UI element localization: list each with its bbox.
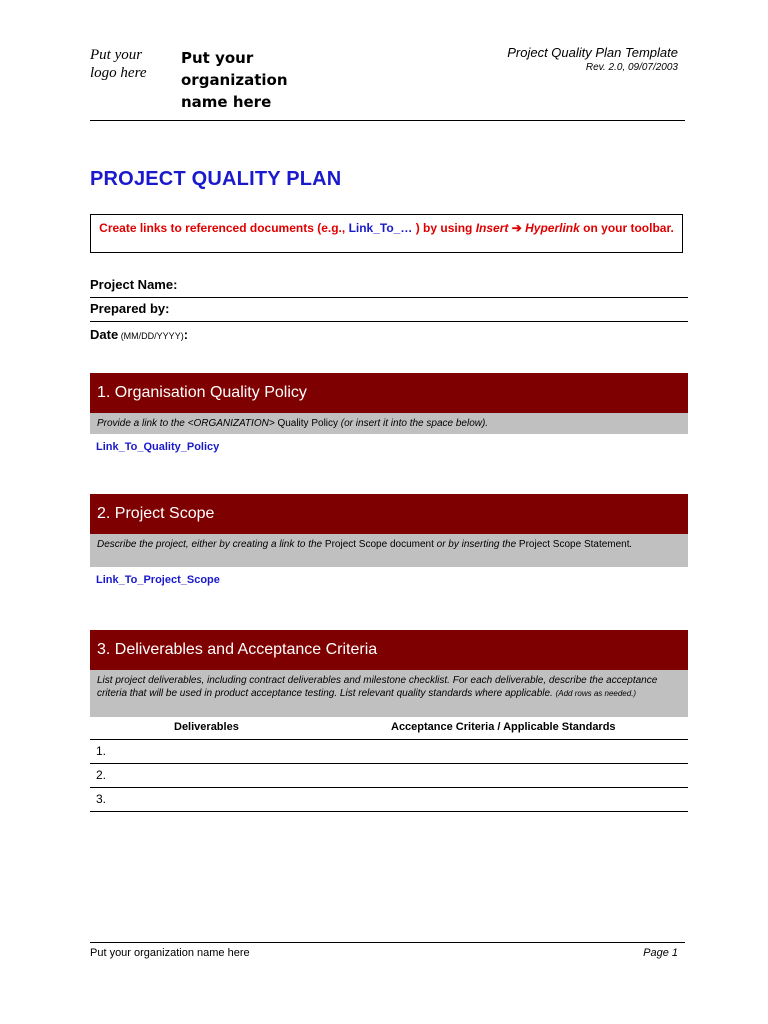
project-name-label: Project Name: bbox=[90, 277, 178, 292]
date-label: Date bbox=[90, 327, 119, 342]
header-divider bbox=[90, 120, 685, 121]
prepared-by-field[interactable] bbox=[90, 297, 688, 322]
section-2-desc-e: . bbox=[629, 539, 633, 550]
section-3-heading: 3. Deliverables and Acceptance Criteria bbox=[90, 630, 688, 670]
table-row[interactable]: 2. bbox=[90, 764, 688, 788]
date-format: (MM/DD/YYYY) bbox=[118, 331, 184, 341]
project-name-field[interactable] bbox=[90, 273, 688, 298]
deliverables-table bbox=[90, 717, 688, 812]
column-header-deliverables: Deliverables bbox=[174, 721, 239, 733]
column-header-acceptance-criteria: Acceptance Criteria / Applicable Standards bbox=[391, 721, 616, 733]
logo-placeholder: Put your logo here bbox=[90, 47, 147, 81]
section-3-description bbox=[90, 670, 688, 717]
section-2-desc-d: Project Scope Statement bbox=[518, 539, 630, 550]
section-2-heading: 2. Project Scope bbox=[90, 494, 688, 534]
template-revision: Rev. 2.0, 09/07/2003 bbox=[585, 62, 678, 73]
template-title: Project Quality Plan Template bbox=[507, 45, 678, 60]
template-info bbox=[507, 45, 678, 74]
footer-organization-name: Put your organization name here bbox=[90, 947, 250, 959]
date-field[interactable] bbox=[90, 323, 688, 347]
section-2-desc-a: Describe the project, either by creating a link to the bbox=[97, 539, 325, 550]
section-3-desc-a: List project deliverables, including contract deliverables and milestone checklist. For each deliverable, describe the acceptance criteria that will be used in product acceptance testing. List relevant quality standards where applicable. bbox=[97, 675, 658, 699]
quality-policy-link[interactable]: Link_To_Quality_Policy bbox=[96, 441, 220, 453]
footer-divider bbox=[90, 942, 685, 943]
table-row[interactable]: 1. bbox=[90, 740, 688, 764]
section-1-description bbox=[90, 413, 688, 434]
section-1-desc-c: (or insert it into the space below). bbox=[338, 418, 489, 429]
note-insert: Insert bbox=[475, 221, 509, 235]
note-hyperlink: Hyperlink bbox=[525, 221, 580, 235]
section-2-description bbox=[90, 534, 688, 567]
note-link-example: Link_To_… bbox=[348, 221, 413, 235]
project-scope-link[interactable]: Link_To_Project_Scope bbox=[96, 574, 220, 586]
page-title: PROJECT QUALITY PLAN bbox=[90, 168, 342, 190]
section-1-desc-a: Provide a link to the <ORGANIZATION> bbox=[97, 418, 278, 429]
section-1-desc-b: Quality Policy bbox=[277, 418, 339, 429]
note-text-2: ) by using bbox=[412, 221, 476, 235]
footer-page-number: Page 1 bbox=[643, 947, 678, 959]
section-2-desc-b: Project Scope document bbox=[324, 539, 434, 550]
date-colon: : bbox=[183, 327, 189, 342]
prepared-by-label: Prepared by: bbox=[90, 301, 170, 316]
note-text-1: Create links to referenced documents (e.g., bbox=[99, 221, 349, 235]
instruction-note bbox=[90, 214, 683, 253]
organization-name-placeholder: Put your organization name here bbox=[181, 49, 288, 111]
section-1-heading: 1. Organisation Quality Policy bbox=[90, 373, 688, 413]
section-2-desc-c: or by inserting the bbox=[433, 539, 519, 550]
table-row[interactable]: 3. bbox=[90, 788, 688, 812]
note-arrow: ➔ bbox=[508, 221, 526, 235]
section-3-desc-small: (Add rows as needed.) bbox=[555, 689, 637, 698]
table-header bbox=[90, 717, 688, 740]
note-text-3: on your toolbar. bbox=[579, 221, 674, 235]
